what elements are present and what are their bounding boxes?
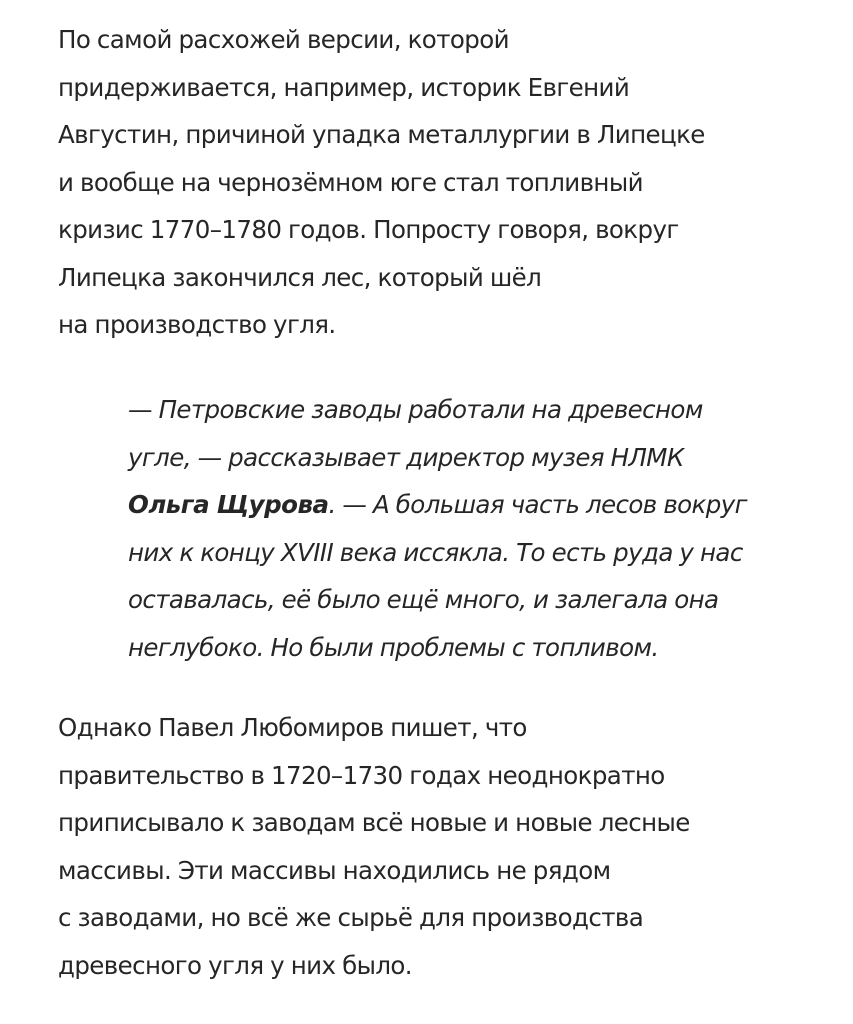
paragraph-line: Однако Павел Любомиров пишет, что [58,713,527,742]
paragraph-line: на производство угля. [58,310,336,339]
paragraph-line: Липецка закончился лес, который шёл [58,262,542,292]
paragraph-line: и вообще на чернозёмном юге стал топливный [58,167,643,197]
paragraph-line: Августин, причиной упадка металлургии в Липецке [58,120,705,149]
paragraph-line: По самой расхожей версии, которой [58,25,509,54]
article-paragraph [58,704,690,989]
article-body [58,16,838,980]
paragraph-line: массивы. Эти массивы находились не рядом [58,855,611,885]
quote-line [128,481,828,529]
pull-quote [128,386,828,671]
quote-line: оставалась, её было ещё много, и залегала она [128,585,719,614]
paragraph-line: правительство в 1720–1730 годах неоднократно [58,760,665,790]
paragraph-line: приписывало к заводам всё новые и новые лесные [58,808,690,837]
quote-speaker-name: Ольга Щурова [128,490,329,519]
quote-line: них к концу XVIII века иссякла. То есть руда у нас [128,537,743,567]
paragraph-line: с заводами, но всё же сырьё для производства [58,903,644,932]
quote-line: — Петровские заводы работали на древесном [128,395,703,424]
quote-line-text: . — А большая часть лесов вокруг [328,490,747,519]
paragraph-line: придерживается, например, историк Евгений [58,72,630,102]
quote-line: неглубоко. Но были проблемы с топливом. [128,632,659,662]
quote-line: угле, — рассказывает директор музея НЛМК [128,442,684,472]
article-paragraph [58,16,838,349]
paragraph-line: кризис 1770–1780 годов. Попросту говоря, вокруг [58,215,679,244]
paragraph-line: древесного угля у них было. [58,950,412,980]
